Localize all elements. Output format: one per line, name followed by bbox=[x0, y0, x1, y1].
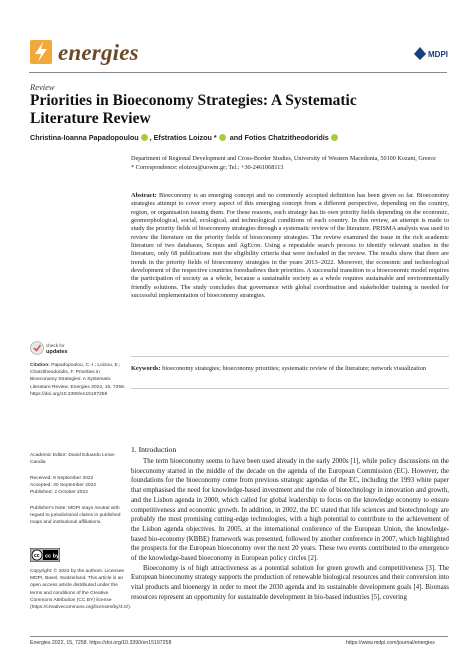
author-name[interactable]: Efstratios Loizou * bbox=[153, 133, 217, 142]
svg-text:updates: updates bbox=[46, 349, 68, 355]
received-date: Received: 9 September 2022 bbox=[30, 476, 94, 481]
publisher-note: Publisher's Note: MDPI stays neutral with regard to jurisdictional claims in published maps and institutional affiliations. bbox=[30, 506, 121, 526]
footer-citation[interactable]: Energies 2022, 15, 7258. https://doi.org/10.3390/en15197258 bbox=[30, 640, 172, 646]
keywords-text: bioeconomy strategies; bioeconomy priorities; systematic review of the literature; network visualization bbox=[162, 365, 427, 372]
svg-text:cc: cc bbox=[34, 553, 40, 559]
section-heading: 1. Introduction bbox=[131, 445, 177, 454]
keywords-divider-bottom bbox=[131, 388, 449, 389]
abstract-text: Bioeconomy is an emerging concept and no commonly accepted definition has been given so far. Bioeconomy strategies attempt to cover every aspect of this emerging concept from a different perspective, depending on the country, region, or organisation issuing them. For these reasons, each strategy has its own priority fields depending on the economic, geomorphological, social, ecological, and technological conditions of each country. In this review, an attempt is made to study the priority fields of bioeconomy strategies through a systematic review of the literature. PRISMA analysis was used to review the literature on the priority fields of bioeconomy strategies. The review examined the issue in the rich academic literature of two databases, Scopus and AgEcon. Using a repeatable search process to identify relevant studies in the literature, only 68 publications met the eligibility criteria that were included in the review. The results show that there are trends in the priority fields of bioeconomy strategies in the years 2013–2022. Moreover, the economic and technological development of the respective countries foreshadows their priorities. A successful transition to a bioeconomic model requires the participation of society as a whole, because a sustainable society as a whole requires sustainable and environmentally friendly solutions. The study concludes that governance with global coordination and stakeholder training is needed for successful implementation of bioeconomy strategies. bbox=[131, 192, 450, 300]
keywords bbox=[131, 365, 449, 373]
author-name[interactable]: and Fotios Chatzitheodoridis bbox=[229, 133, 329, 142]
abstract bbox=[131, 192, 449, 300]
intro-paragraph-1: The term bioeconomy seems to have been used already in the early 2000s [1], while policy discussions on the bioeconomy started in the middle of the decade on the agenda of the European Commission (EC). However, the foundations for the bioeconomy come from previous strategic agendas of the EC, including the 1993 white paper that emphasised the need for knowledge-based investment and the role of biotechnology in innovation and growth, and the Lisbon agenda in 2000, which called for global leadership to focus on the knowledge economy to ensure competitiveness and economic growth. In addition, in 2002, the EC stated that life sciences and biotechnology are probably the most promising cutting-edge technologies, with a high potential to contribute to the achievement of the Lisbon agenda objectives. In 2005, at the international conference of the European Union, the knowledge-based bio-economy (KBBE) framework was presented, followed by another conference in 2007, which highlighted the prospects for the European bioeconomy over the next 20 years. These two events contributed to the emergence of the knowledge-based bioeconomy in European policy circles [2]. bbox=[131, 458, 449, 563]
copyright-notice: Copyright: © 2022 by the authors. Licensee MDPI, Basel, Switzerland. This article is an open access article distributed under the terms and conditions of the Creative Commons Attribution (CC BY) license (https://creativecommons.org/licenses/by/4.0/). bbox=[30, 569, 132, 611]
orcid-icon[interactable] bbox=[141, 134, 148, 141]
author-name[interactable]: Christina-Ioanna Papadopoulou bbox=[30, 133, 139, 142]
mdpi-logo-icon bbox=[412, 44, 448, 62]
journal-url-link[interactable]: https://www.mdpi.com/journal/energies bbox=[346, 640, 435, 646]
check-for-updates-button[interactable] bbox=[30, 340, 100, 356]
publication-dates bbox=[30, 475, 126, 497]
article-title: Priorities in Bioeconomy Strategies: A Systematic Literature Review bbox=[30, 92, 357, 127]
keywords-divider-top bbox=[131, 356, 449, 357]
affiliation: Department of Regional Development and Cross-Border Studies, University of Western Macedonia, 50100 Kozani, Greece bbox=[131, 155, 436, 162]
keywords-label: Keywords: bbox=[131, 365, 161, 372]
svg-text:check for: check for bbox=[46, 343, 65, 348]
cc-by-license-icon[interactable] bbox=[30, 548, 60, 562]
journal-name: energies bbox=[58, 40, 139, 65]
academic-editor: Academic Editor: David Eduardo Leiva-Candia bbox=[30, 453, 116, 466]
article-type: Review bbox=[30, 82, 55, 92]
abstract-label: Abstract: bbox=[131, 192, 157, 199]
author-list: Christina-Ioanna Papadopoulou , Efstratios Loizou * and Fotios Chatzitheodoridis bbox=[30, 133, 450, 142]
journal-logo-icon bbox=[30, 40, 52, 64]
orcid-icon[interactable] bbox=[331, 134, 338, 141]
citation-block bbox=[30, 362, 126, 398]
orcid-icon[interactable] bbox=[219, 134, 226, 141]
correspondence: * Correspondence: eloizou@uowm.gr; Tel.: +30-2461068113 bbox=[131, 163, 284, 171]
footer-divider bbox=[30, 636, 448, 637]
intro-paragraph-2: Bioeconomy is of high attractiveness as a potential solution for green growth and competitiveness [3]. The European bioeconomy strategy supports the production of renewable biological resources and their conversion into vital products and bioenergy in order to meet the 2030 agenda and its sustainable development goals [4]. Biomass resources represent an opportunity for sustainable development in bio-based industries [5], covering bbox=[131, 564, 449, 601]
published-date: Published: 2 October 2022 bbox=[30, 490, 88, 496]
cc-badge-label: cc by bbox=[45, 553, 60, 560]
citation-text: Papadopoulou, C.-I.; Loizou, E.; Chatzitheodoridis, F. Priorities in Bioeconomy Strategies: A Systematic Literature Review. Energies 2022, 15, 7258. https://doi.org/10.3390/en15197258 bbox=[30, 363, 126, 397]
citation-label: Citation: bbox=[30, 363, 50, 368]
accepted-date: Accepted: 30 September 2022 bbox=[30, 483, 97, 489]
header-divider bbox=[29, 72, 447, 73]
publisher-name: MDPI bbox=[428, 50, 448, 59]
introduction-body bbox=[131, 457, 449, 603]
affiliation-block bbox=[131, 155, 451, 172]
